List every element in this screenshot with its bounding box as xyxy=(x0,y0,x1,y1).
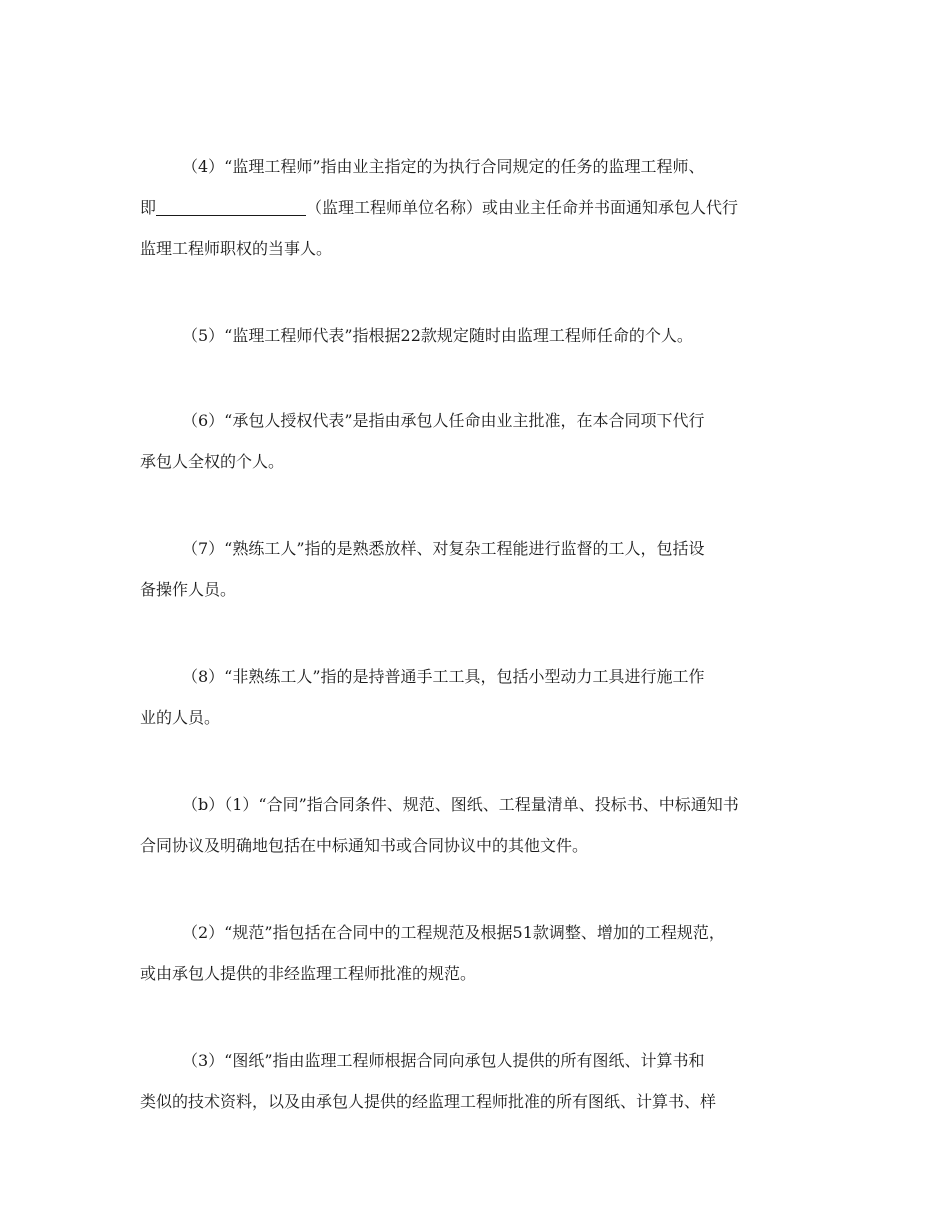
clause-b1-paragraph xyxy=(140,784,812,866)
clause-b1-line-1: （b）（1）“合同”指合同条件、规范、图纸、工程量清单、投标书、中标通知书 xyxy=(182,795,739,814)
clause-8-paragraph xyxy=(140,656,812,738)
clause-4-line-1: （4）“监理工程师”指由业主指定的为执行合同规定的任务的监理工程师、 xyxy=(182,157,705,176)
clause-6-paragraph xyxy=(140,400,812,482)
clause-b3-line-1: （3）“图纸”指由监理工程师根据合同向承包人提供的所有图纸、计算书和 xyxy=(182,1051,705,1070)
clause-b1-line-2: 合同协议及明确地包括在中标通知书或合同协议中的其他文件。 xyxy=(140,836,589,855)
clause-5-paragraph xyxy=(140,315,812,356)
clause-4-paragraph xyxy=(140,146,812,269)
clause-b2-line-2: 或由承包人提供的非经监理工程师批准的规范。 xyxy=(140,964,477,983)
clause-7-line-1: （7）“熟练工人”指的是熟悉放样、对复杂工程能进行监督的工人，包括设 xyxy=(182,539,705,558)
clause-8-line-2: 业的人员。 xyxy=(140,708,221,727)
clause-7-line-2: 备操作人员。 xyxy=(140,580,237,599)
clause-6-line-2: 承包人全权的个人。 xyxy=(140,452,285,471)
document-body xyxy=(140,146,812,1168)
clause-4-line-2-prefix: 即 xyxy=(140,198,157,217)
clause-b3-line-2: 类似的技术资料，以及由承包人提供的经监理工程师批准的所有图纸、计算书、样 xyxy=(140,1092,717,1111)
clause-b3-paragraph xyxy=(140,1040,812,1122)
clause-6-line-1: （6）“承包人授权代表”是指由承包人任命由业主批准，在本合同项下代行 xyxy=(182,411,705,430)
clause-5-line-1: （5）“监理工程师代表”指根据22款规定随时由监理工程师任命的个人。 xyxy=(182,326,693,345)
clause-b2-paragraph xyxy=(140,912,812,994)
supervisor-unit-name-blank xyxy=(156,197,306,216)
clause-7-paragraph xyxy=(140,528,812,610)
clause-4-line-3: 监理工程师职权的当事人。 xyxy=(140,239,333,258)
clause-b2-line-1: （2）“规范”指包括在合同中的工程规范及根据51款调整、增加的工程规范， xyxy=(182,923,725,942)
clause-4-line-2-suffix: （监理工程师单位名称）或由业主任命并书面通知承包人代行 xyxy=(306,198,739,217)
clause-8-line-1: （8）“非熟练工人”指的是持普通手工工具，包括小型动力工具进行施工作 xyxy=(182,667,705,686)
clause-4-line-2 xyxy=(140,187,812,228)
